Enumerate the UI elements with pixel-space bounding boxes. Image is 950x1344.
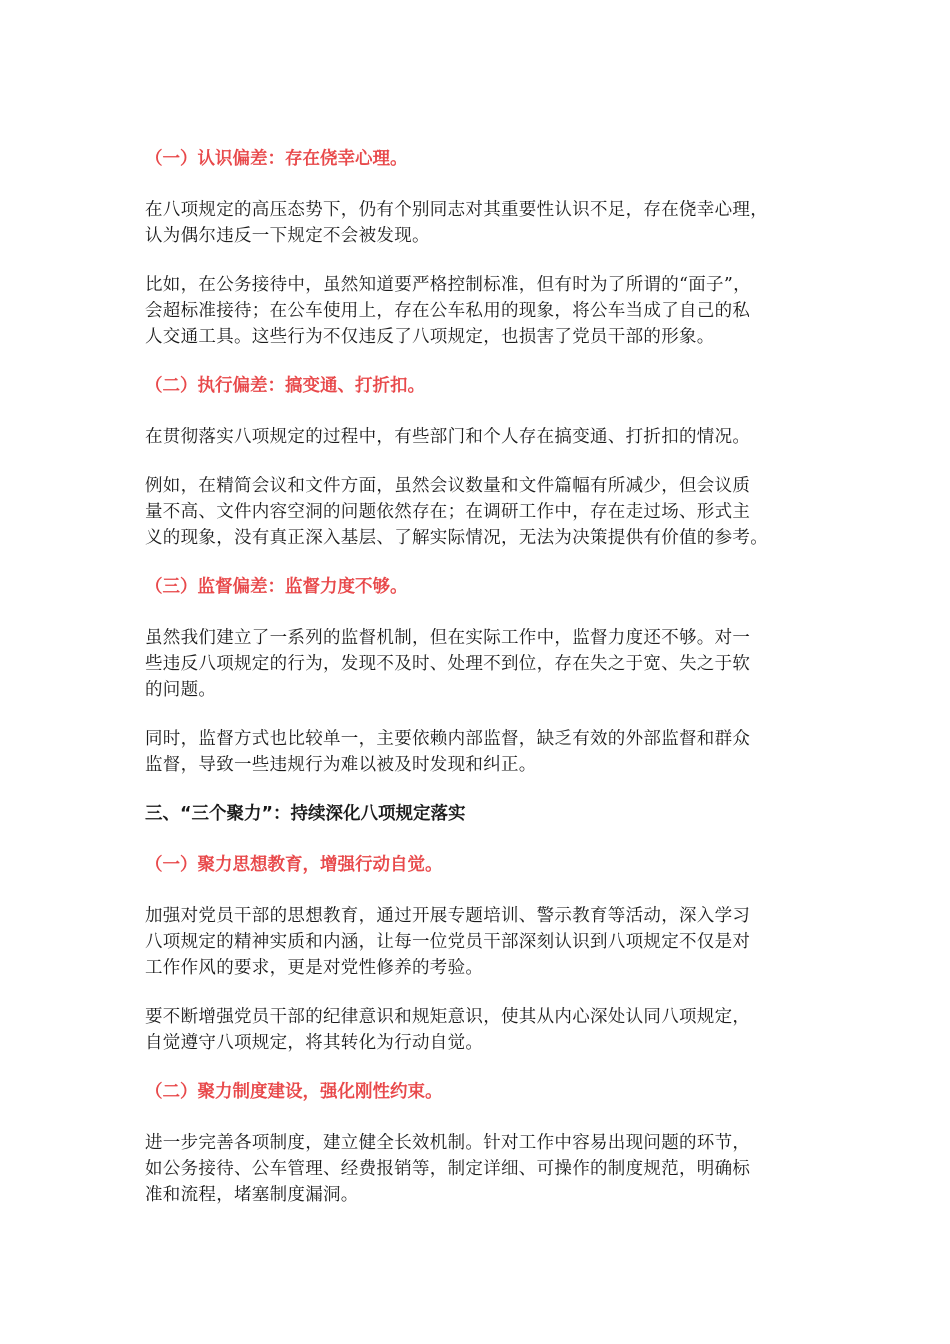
paragraph-line: 的问题。 [145, 680, 217, 700]
subheading-supervision-bias: （三）监督偏差：监督力度不够。 [145, 577, 408, 597]
paragraph-line: 自觉遵守八项规定，将其转化为行动自觉。 [145, 1033, 484, 1053]
paragraph-line: 虽然我们建立了一系列的监督机制，但在实际工作中，监督力度还不够。对一 [145, 628, 751, 648]
subheading-system-building: （二）聚力制度建设，强化刚性约束。 [145, 1082, 443, 1102]
subheading-cognitive-bias: （一）认识偏差：存在侥幸心理。 [145, 149, 408, 169]
paragraph-line: 量不高、文件内容空洞的问题依然存在；在调研工作中，存在走过场、形式主 [145, 502, 751, 522]
paragraph-7 [145, 903, 815, 981]
paragraph-line: 会超标准接待；在公车使用上，存在公车私用的现象，将公车当成了自己的私 [145, 301, 751, 321]
paragraph-line: 同时，监督方式也比较单一，主要依赖内部监督，缺乏有效的外部监督和群众 [145, 729, 751, 749]
paragraph-line: 义的现象，没有真正深入基层、了解实际情况，无法为决策提供有价值的参考。 [145, 528, 768, 548]
paragraph-6 [145, 726, 815, 778]
paragraph-2 [145, 272, 815, 350]
paragraph-line: 如公务接待、公车管理、经费报销等，制定详细、可操作的制度规范，明确标 [145, 1159, 751, 1179]
paragraph-9 [145, 1130, 815, 1208]
paragraph-line: 监督，导致一些违规行为难以被及时发现和纠正。 [145, 755, 537, 775]
paragraph-line: 认为偶尔违反一下规定不会被发现。 [145, 226, 430, 246]
paragraph-line: 在八项规定的高压态势下，仍有个别同志对其重要性认识不足，存在侥幸心理， [145, 200, 768, 220]
paragraph-line: 人交通工具。这些行为不仅违反了八项规定，也损害了党员干部的形象。 [145, 327, 715, 347]
paragraph-line: 比如，在公务接待中，虽然知道要严格控制标准，但有时为了所谓的“面子”， [145, 275, 751, 295]
subheading-execution-bias: （二）执行偏差：搞变通、打折扣。 [145, 376, 425, 396]
paragraph-line: 加强对党员干部的思想教育，通过开展专题培训、警示教育等活动，深入学习 [145, 906, 751, 926]
paragraph-5 [145, 625, 815, 703]
paragraph-line: 些违反八项规定的行为，发现不及时、处理不到位，存在失之于宽、失之于软 [145, 654, 751, 674]
paragraph-8 [145, 1004, 815, 1056]
paragraph-line: 准和流程，堵塞制度漏洞。 [145, 1185, 359, 1205]
paragraph-line: 要不断增强党员干部的纪律意识和规矩意识，使其从内心深处认同八项规定， [145, 1007, 751, 1027]
paragraph-line: 例如，在精简会议和文件方面，虽然会议数量和文件篇幅有所减少，但会议质 [145, 476, 751, 496]
paragraph-3 [145, 424, 815, 450]
paragraph-line: 工作作风的要求，更是对党性修养的考验。 [145, 958, 484, 978]
paragraph-line: 进一步完善各项制度，建立健全长效机制。针对工作中容易出现问题的环节， [145, 1133, 751, 1153]
paragraph-line: 在贯彻落实八项规定的过程中，有些部门和个人存在搞变通、打折扣的情况。 [145, 427, 751, 447]
subheading-ideological-education: （一）聚力思想教育，增强行动自觉。 [145, 855, 443, 875]
document-page [145, 146, 815, 1231]
section-heading-three-focuses: 三、“三个聚力”：持续深化八项规定落实 [145, 804, 466, 824]
paragraph-line: 八项规定的精神实质和内涵，让每一位党员干部深刻认识到八项规定不仅是对 [145, 932, 751, 952]
paragraph-4 [145, 473, 815, 551]
paragraph-1 [145, 197, 815, 249]
